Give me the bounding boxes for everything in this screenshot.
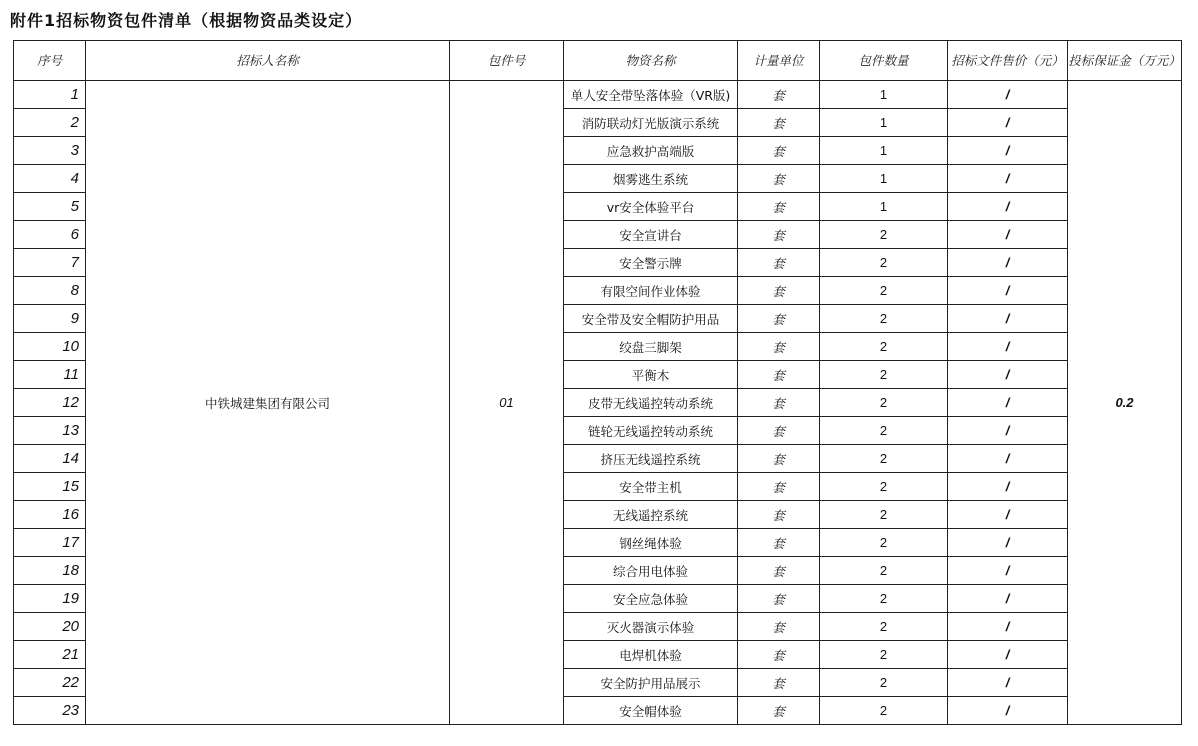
quantity-cell: 2 [820, 361, 948, 389]
header-quantity: 包件数量 [820, 41, 948, 81]
quantity-cell: 2 [820, 473, 948, 501]
doc-price-cell: / [948, 109, 1068, 137]
header-package-no: 包件号 [450, 41, 564, 81]
quantity-cell: 2 [820, 557, 948, 585]
doc-price-cell: / [948, 249, 1068, 277]
doc-price-cell: / [948, 613, 1068, 641]
unit-cell: 套 [738, 249, 820, 277]
unit-cell: 套 [738, 669, 820, 697]
header-seq: 序号 [14, 41, 86, 81]
unit-cell: 套 [738, 109, 820, 137]
material-name: 烟雾逃生系统 [564, 165, 738, 193]
material-name: 钢丝绳体验 [564, 529, 738, 557]
quantity-cell: 2 [820, 249, 948, 277]
material-name: 灭火器演示体验 [564, 613, 738, 641]
doc-price-cell: / [948, 305, 1068, 333]
materials-table [13, 40, 1182, 725]
unit-cell: 套 [738, 417, 820, 445]
document-title: 附件1招标物资包件清单（根据物资品类设定） [10, 11, 363, 30]
material-name: 无线遥控系统 [564, 501, 738, 529]
material-name: 安全应急体验 [564, 585, 738, 613]
row-seq: 2 [14, 109, 86, 137]
row-seq: 22 [14, 669, 86, 697]
material-name: 消防联动灯光版演示系统 [564, 109, 738, 137]
material-name: 安全带主机 [564, 473, 738, 501]
quantity-cell: 1 [820, 193, 948, 221]
quantity-cell: 2 [820, 501, 948, 529]
doc-price-cell: / [948, 361, 1068, 389]
unit-cell: 套 [738, 361, 820, 389]
quantity-cell: 2 [820, 529, 948, 557]
row-seq: 18 [14, 557, 86, 585]
doc-price-cell: / [948, 669, 1068, 697]
quantity-cell: 2 [820, 417, 948, 445]
unit-cell: 套 [738, 585, 820, 613]
row-seq: 1 [14, 81, 86, 109]
doc-price-cell: / [948, 445, 1068, 473]
unit-cell: 套 [738, 81, 820, 109]
table-row [14, 81, 1182, 109]
quantity-cell: 2 [820, 445, 948, 473]
row-seq: 4 [14, 165, 86, 193]
row-seq: 14 [14, 445, 86, 473]
package-no-cell: 01 [450, 81, 564, 725]
unit-cell: 套 [738, 641, 820, 669]
doc-price-cell: / [948, 389, 1068, 417]
row-seq: 6 [14, 221, 86, 249]
row-seq: 9 [14, 305, 86, 333]
header-material: 物资名称 [564, 41, 738, 81]
unit-cell: 套 [738, 473, 820, 501]
material-name: vr安全体验平台 [564, 193, 738, 221]
doc-price-cell: / [948, 585, 1068, 613]
unit-cell: 套 [738, 221, 820, 249]
material-name: 平衡木 [564, 361, 738, 389]
row-seq: 13 [14, 417, 86, 445]
row-seq: 8 [14, 277, 86, 305]
quantity-cell: 2 [820, 305, 948, 333]
deposit-cell: 0.2 [1068, 81, 1182, 725]
unit-cell: 套 [738, 529, 820, 557]
doc-price-cell: / [948, 473, 1068, 501]
quantity-cell: 2 [820, 389, 948, 417]
row-seq: 5 [14, 193, 86, 221]
material-name: 安全警示牌 [564, 249, 738, 277]
row-seq: 19 [14, 585, 86, 613]
quantity-cell: 2 [820, 697, 948, 725]
doc-price-cell: / [948, 333, 1068, 361]
header-doc-price: 招标文件售价（元） [948, 41, 1068, 81]
quantity-cell: 1 [820, 165, 948, 193]
doc-price-cell: / [948, 501, 1068, 529]
header-unit: 计量单位 [738, 41, 820, 81]
unit-cell: 套 [738, 613, 820, 641]
material-name: 安全宣讲台 [564, 221, 738, 249]
row-seq: 3 [14, 137, 86, 165]
doc-price-cell: / [948, 697, 1068, 725]
row-seq: 16 [14, 501, 86, 529]
header-row [14, 41, 1182, 81]
header-bidder: 招标人名称 [86, 41, 450, 81]
unit-cell: 套 [738, 277, 820, 305]
quantity-cell: 2 [820, 585, 948, 613]
material-name: 链轮无线遥控转动系统 [564, 417, 738, 445]
doc-price-cell: / [948, 417, 1068, 445]
material-name: 皮带无线遥控转动系统 [564, 389, 738, 417]
quantity-cell: 2 [820, 333, 948, 361]
doc-price-cell: / [948, 193, 1068, 221]
doc-price-cell: / [948, 221, 1068, 249]
quantity-cell: 1 [820, 137, 948, 165]
material-name: 单人安全带坠落体验（VR版) [564, 81, 738, 109]
material-name: 安全防护用品展示 [564, 669, 738, 697]
row-seq: 15 [14, 473, 86, 501]
quantity-cell: 2 [820, 277, 948, 305]
bidder-name-cell: 中铁城建集团有限公司 [86, 81, 450, 725]
quantity-cell: 2 [820, 613, 948, 641]
doc-price-cell: / [948, 641, 1068, 669]
unit-cell: 套 [738, 557, 820, 585]
quantity-cell: 2 [820, 669, 948, 697]
unit-cell: 套 [738, 305, 820, 333]
doc-price-cell: / [948, 165, 1068, 193]
material-name: 绞盘三脚架 [564, 333, 738, 361]
row-seq: 23 [14, 697, 86, 725]
unit-cell: 套 [738, 445, 820, 473]
unit-cell: 套 [738, 389, 820, 417]
material-name: 综合用电体验 [564, 557, 738, 585]
unit-cell: 套 [738, 193, 820, 221]
doc-price-cell: / [948, 137, 1068, 165]
unit-cell: 套 [738, 333, 820, 361]
material-name: 安全帽体验 [564, 697, 738, 725]
quantity-cell: 2 [820, 641, 948, 669]
material-name: 应急救护高端版 [564, 137, 738, 165]
row-seq: 17 [14, 529, 86, 557]
row-seq: 12 [14, 389, 86, 417]
quantity-cell: 1 [820, 109, 948, 137]
unit-cell: 套 [738, 165, 820, 193]
doc-price-cell: / [948, 81, 1068, 109]
unit-cell: 套 [738, 697, 820, 725]
material-name: 电焊机体验 [564, 641, 738, 669]
doc-price-cell: / [948, 557, 1068, 585]
row-seq: 11 [14, 361, 86, 389]
doc-price-cell: / [948, 277, 1068, 305]
row-seq: 21 [14, 641, 86, 669]
quantity-cell: 2 [820, 221, 948, 249]
row-seq: 20 [14, 613, 86, 641]
unit-cell: 套 [738, 501, 820, 529]
row-seq: 7 [14, 249, 86, 277]
material-name: 安全带及安全帽防护用品 [564, 305, 738, 333]
material-name: 有限空间作业体验 [564, 277, 738, 305]
unit-cell: 套 [738, 137, 820, 165]
doc-price-cell: / [948, 529, 1068, 557]
quantity-cell: 1 [820, 81, 948, 109]
header-deposit: 投标保证金（万元） [1068, 41, 1182, 81]
material-name: 挤压无线遥控系统 [564, 445, 738, 473]
row-seq: 10 [14, 333, 86, 361]
